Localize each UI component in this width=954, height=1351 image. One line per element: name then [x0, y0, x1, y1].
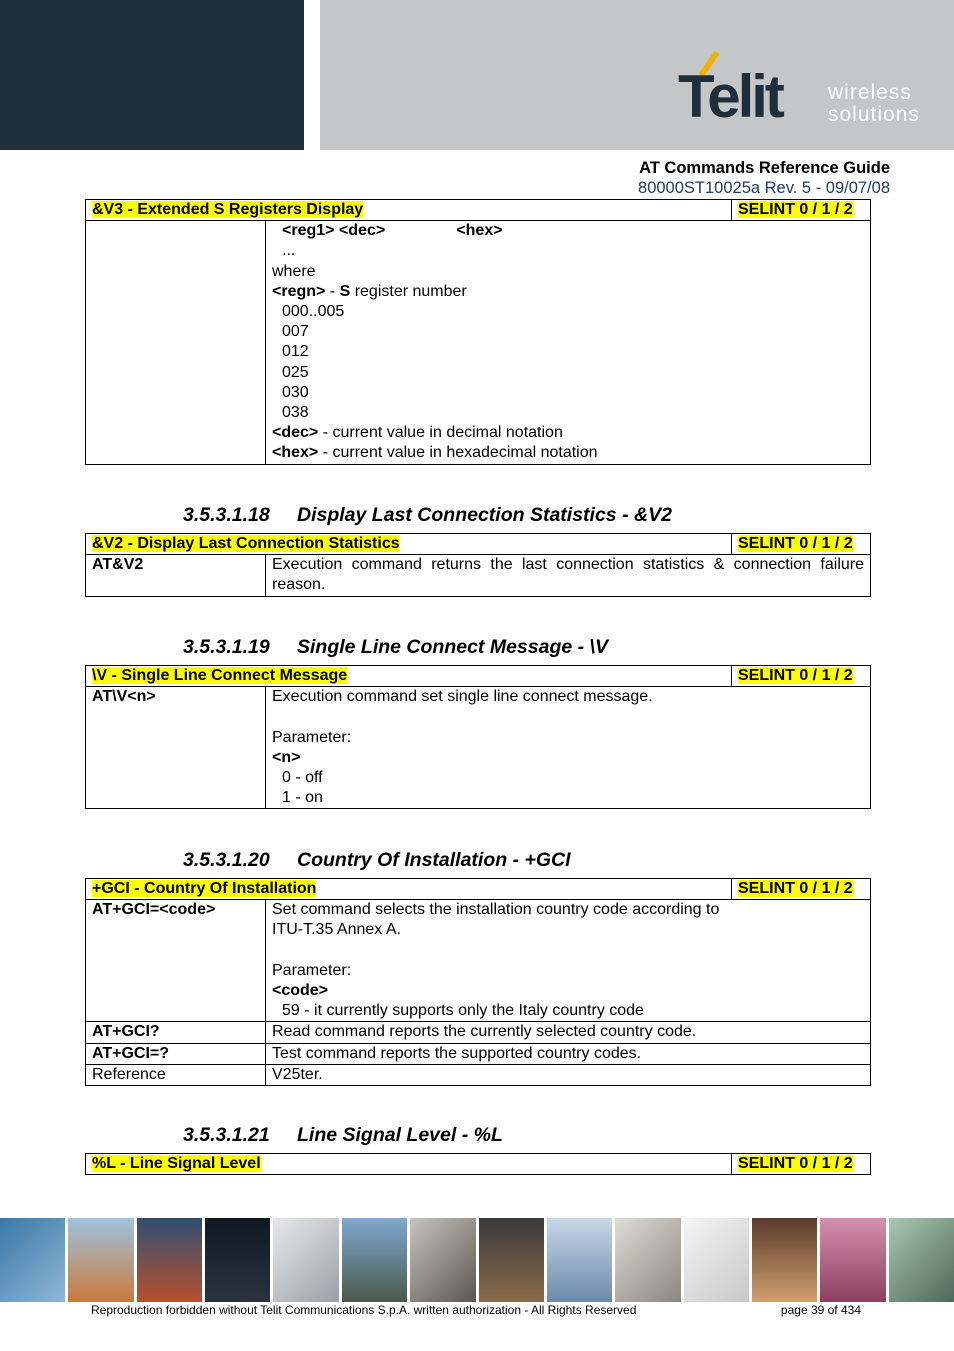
table-title: +GCI - Country Of Installation	[92, 880, 317, 897]
guide-title: AT Commands Reference Guide	[639, 159, 890, 177]
table-badge-cell	[732, 879, 871, 900]
section-title: Single Line Connect Message - \V	[297, 636, 608, 658]
command-cell: AT&V2	[86, 555, 266, 596]
selint-badge: SELINT 0 / 1 / 2	[738, 667, 853, 684]
section-number: 3.5.3.1.18	[183, 504, 270, 526]
param-label: Parameter:	[272, 961, 352, 979]
document-header	[638, 158, 890, 198]
dec-line	[272, 423, 864, 443]
command-cell: AT\V<n>	[86, 687, 266, 809]
photo-tile	[889, 1218, 954, 1302]
value-item: 007	[282, 323, 309, 341]
section-heading-l	[183, 1124, 503, 1147]
reference-label: Reference	[86, 1064, 266, 1085]
table-title-cell	[86, 879, 732, 900]
table-title: \V - Single Line Connect Message	[92, 667, 348, 684]
section-title: Display Last Connection Statistics - &V2	[297, 504, 672, 526]
table-badge-cell	[732, 666, 871, 687]
logo-tagline-1: wireless	[828, 81, 912, 104]
photo-tile	[273, 1218, 338, 1302]
page-number: page 39 of 434	[780, 1303, 861, 1317]
section-heading-gci	[183, 849, 571, 872]
photo-tile	[479, 1218, 544, 1302]
doc-reference: 80000ST10025a Rev. 5 - 09/07/08	[638, 179, 890, 197]
photo-tile	[615, 1218, 680, 1302]
selint-badge: SELINT 0 / 1 / 2	[738, 201, 853, 218]
option-item: 0 - off	[282, 769, 323, 786]
dec-desc: - current value in decimal notation	[318, 424, 563, 442]
hex-label: <hex>	[272, 444, 319, 462]
table-badge-cell	[732, 1154, 871, 1175]
command-cell: AT+GCI=<code>	[86, 900, 266, 1022]
dec-label: <dec>	[272, 424, 319, 442]
selint-badge: SELINT 0 / 1 / 2	[738, 535, 853, 552]
command-cell: AT+GCI?	[86, 1022, 266, 1043]
page-footer	[91, 1302, 861, 1318]
section-title: Country Of Installation - +GCI	[297, 849, 571, 871]
description-cell: Read command reports the currently selected country code.	[266, 1022, 871, 1043]
table-title: &V3 - Extended S Registers Display	[92, 201, 364, 218]
hex-line	[272, 443, 864, 463]
section-heading-v2	[183, 504, 672, 527]
regn-line	[272, 282, 864, 302]
desc-line: Execution command set single line connect message.	[272, 688, 653, 706]
table-title: %L - Line Signal Level	[92, 1155, 261, 1172]
section-number: 3.5.3.1.19	[183, 636, 270, 658]
header-dark-panel	[0, 0, 304, 150]
photo-tile	[684, 1218, 749, 1302]
hex-desc: - current value in hexadecimal notation	[318, 444, 598, 462]
empty-cell	[86, 221, 266, 464]
desc-line: Set command selects the installation country code according to	[272, 901, 720, 919]
spacer	[272, 707, 864, 727]
photo-tile	[342, 1218, 407, 1302]
logo-text: Telit	[678, 63, 782, 130]
value-item: 025	[282, 363, 309, 381]
selint-badge: SELINT 0 / 1 / 2	[738, 880, 853, 897]
description-cell	[266, 221, 871, 464]
table-l	[85, 1153, 871, 1175]
copyright-notice: Reproduction forbidden without Telit Communications S.p.A. written authorization - All Rights Reserved	[91, 1303, 637, 1317]
value-item: 030	[282, 383, 309, 401]
option-item: 59 - it currently supports only the Italy country code	[282, 1002, 644, 1020]
table-gci	[85, 878, 871, 1086]
ellipsis-line: ...	[282, 242, 296, 260]
description-cell	[266, 900, 871, 1022]
footer-photo-strip	[0, 1218, 954, 1302]
description-cell: Test command reports the supported country codes.	[266, 1043, 871, 1064]
value-item: 000..005	[282, 303, 345, 321]
n-label: <n>	[272, 748, 301, 766]
selint-badge: SELINT 0 / 1 / 2	[738, 1155, 853, 1172]
table-v3	[85, 199, 871, 465]
table-backslash-v	[85, 665, 871, 809]
option-item: 1 - on	[282, 789, 323, 807]
description-cell: Execution command returns the last connection statistics & connection failure reason.	[266, 555, 871, 596]
photo-tile	[68, 1218, 133, 1302]
where-line: where	[272, 262, 316, 280]
telit-logo	[678, 48, 928, 132]
table-title-cell	[86, 534, 732, 555]
value-item: 012	[282, 343, 309, 361]
section-heading-backslash-v	[183, 636, 608, 659]
regn-desc: register number	[350, 282, 467, 300]
regn-label: <regn>	[272, 282, 326, 300]
param-label: Parameter:	[272, 728, 352, 746]
photo-tile	[137, 1218, 202, 1302]
logo-tagline	[828, 82, 920, 126]
command-cell: AT+GCI=?	[86, 1043, 266, 1064]
photo-tile	[820, 1218, 885, 1302]
logo-tagline-2: solutions	[828, 103, 920, 126]
reference-value: V25ter.	[266, 1064, 871, 1085]
table-title-cell	[86, 666, 732, 687]
photo-tile	[547, 1218, 612, 1302]
photo-tile	[205, 1218, 270, 1302]
table-title-cell	[86, 1154, 732, 1175]
section-number: 3.5.3.1.20	[183, 849, 270, 871]
photo-tile	[752, 1218, 817, 1302]
section-number: 3.5.3.1.21	[183, 1124, 270, 1146]
regn-dash: -	[325, 282, 340, 300]
table-badge-cell	[732, 534, 871, 555]
spacer	[272, 941, 864, 961]
value-item: 038	[282, 404, 309, 422]
desc-line: ITU-T.35 Annex A.	[272, 921, 401, 939]
section-title: Line Signal Level - %L	[297, 1124, 503, 1146]
photo-tile	[410, 1218, 475, 1302]
table-badge-cell	[732, 200, 871, 221]
table-v2	[85, 533, 871, 597]
table-title-cell	[86, 200, 732, 221]
reg-line: <reg1> <dec> <hex>	[282, 222, 503, 240]
regn-s: S	[339, 282, 351, 300]
description-cell	[266, 687, 871, 809]
table-title: &V2 - Display Last Connection Statistics	[92, 535, 400, 552]
code-label: <code>	[272, 982, 329, 999]
photo-tile	[0, 1218, 65, 1302]
